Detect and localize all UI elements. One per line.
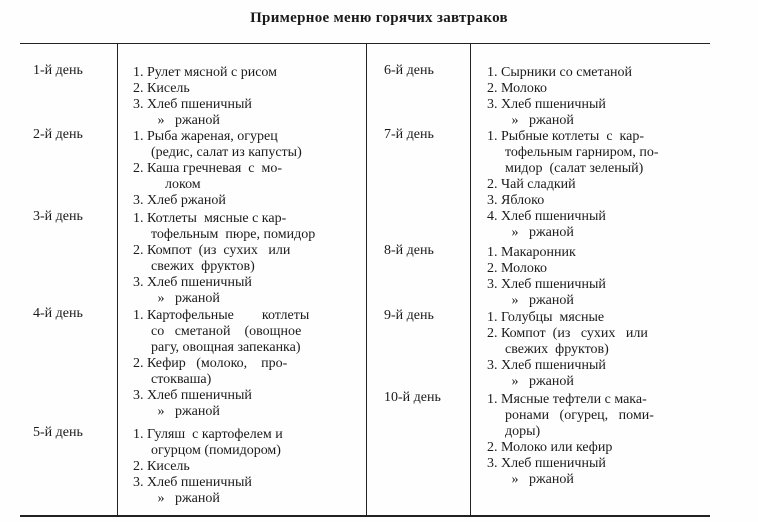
menu-item: 2. Молоко [487, 81, 547, 96]
day-label: 4-й день [33, 306, 83, 321]
menu-item: 3. Хлеб пшеничный [133, 475, 252, 490]
top-rule [20, 43, 710, 44]
menu-item: локом [151, 177, 201, 192]
day-label: 2-й день [33, 127, 83, 142]
menu-item: рагу, овощная запеканка) [151, 340, 301, 355]
menu-item: 1. Котлеты мясные с кар- [133, 211, 287, 226]
day-label: 5-й день [33, 425, 83, 440]
menu-item: 3. Хлеб пшеничный [133, 388, 252, 403]
menu-item: 2. Кисель [133, 459, 190, 474]
menu-item: 2. Кефир (молоко, про- [133, 356, 288, 371]
menu-item: огурцом (помидором) [151, 443, 281, 458]
bottom-rule [20, 515, 710, 517]
menu-item: » ржаной [487, 225, 574, 240]
menu-item: со сметаной (овощное [151, 324, 302, 339]
menu-item: (редис, салат из капусты) [151, 145, 302, 160]
menu-item: » ржаной [133, 291, 220, 306]
menu-item: 3. Яблоко [487, 193, 545, 208]
page-title: Примерное меню горячих завтраков [250, 10, 508, 26]
menu-item: » ржаной [487, 374, 574, 389]
column-divider-center [366, 43, 367, 515]
menu-item: » ржаной [133, 404, 220, 419]
menu-item: 2. Молоко или кефир [487, 440, 613, 455]
menu-item: 4. Хлеб пшеничный [487, 209, 606, 224]
menu-item: 1. Рыба жареная, огурец [133, 129, 278, 144]
menu-item: 3. Хлеб пшеничный [487, 456, 606, 471]
day-label: 3-й день [33, 209, 83, 224]
menu-item: » ржаной [487, 293, 574, 308]
menu-item: 1. Рулет мясной с рисом [133, 65, 277, 80]
menu-item: 2. Каша гречневая с мо- [133, 161, 283, 176]
menu-item: доры) [505, 424, 541, 439]
menu-item: 2. Кисель [133, 81, 190, 96]
menu-item: 1. Голубцы мясные [487, 310, 605, 325]
day-label: 8-й день [384, 243, 434, 258]
menu-item: тофельным гарниром, по- [505, 145, 659, 160]
menu-item: » ржаной [487, 113, 574, 128]
column-divider-left [117, 43, 118, 515]
menu-item: мидор (салат зеленый) [505, 161, 644, 176]
menu-item: 1. Макаронник [487, 245, 576, 260]
menu-item: 1. Гуляш с картофелем и [133, 427, 283, 442]
menu-item: 3. Хлеб ржаной [133, 193, 226, 208]
menu-item: » ржаной [133, 113, 220, 128]
menu-item: » ржаной [133, 491, 220, 506]
menu-item: ронами (огурец, поми- [505, 408, 654, 423]
menu-item: 3. Хлеб пшеничный [133, 275, 252, 290]
menu-item: 1. Сырники со сметаной [487, 65, 633, 80]
column-divider-right [470, 43, 471, 515]
menu-item: » ржаной [487, 472, 574, 487]
menu-item: 2. Чай сладкий [487, 177, 576, 192]
day-label: 1-й день [33, 63, 83, 78]
menu-item: 2. Компот (из сухих или [133, 243, 291, 258]
menu-item: тофельным пюре, помидор [151, 227, 316, 242]
day-label: 10-й день [384, 390, 441, 405]
menu-item: 3. Хлеб пшеничный [487, 358, 606, 373]
day-label: 7-й день [384, 127, 434, 142]
menu-item: стокваша) [151, 372, 212, 387]
day-label: 6-й день [384, 63, 434, 78]
menu-item: 1. Рыбные котлеты с кар- [487, 129, 645, 144]
menu-item: 2. Молоко [487, 261, 547, 276]
menu-item: 2. Компот (из сухих или [487, 326, 648, 341]
menu-item: 3. Хлеб пшеничный [487, 277, 606, 292]
menu-item: 3. Хлеб пшеничный [487, 97, 606, 112]
menu-item: 1. Картофельные котлеты [133, 308, 310, 323]
menu-item: 1. Мясные тефтели с мака- [487, 392, 647, 407]
menu-item: 3. Хлеб пшеничный [133, 97, 252, 112]
menu-item: свежих фруктов) [505, 342, 609, 357]
day-label: 9-й день [384, 308, 434, 323]
menu-item: свежих фруктов) [151, 259, 255, 274]
